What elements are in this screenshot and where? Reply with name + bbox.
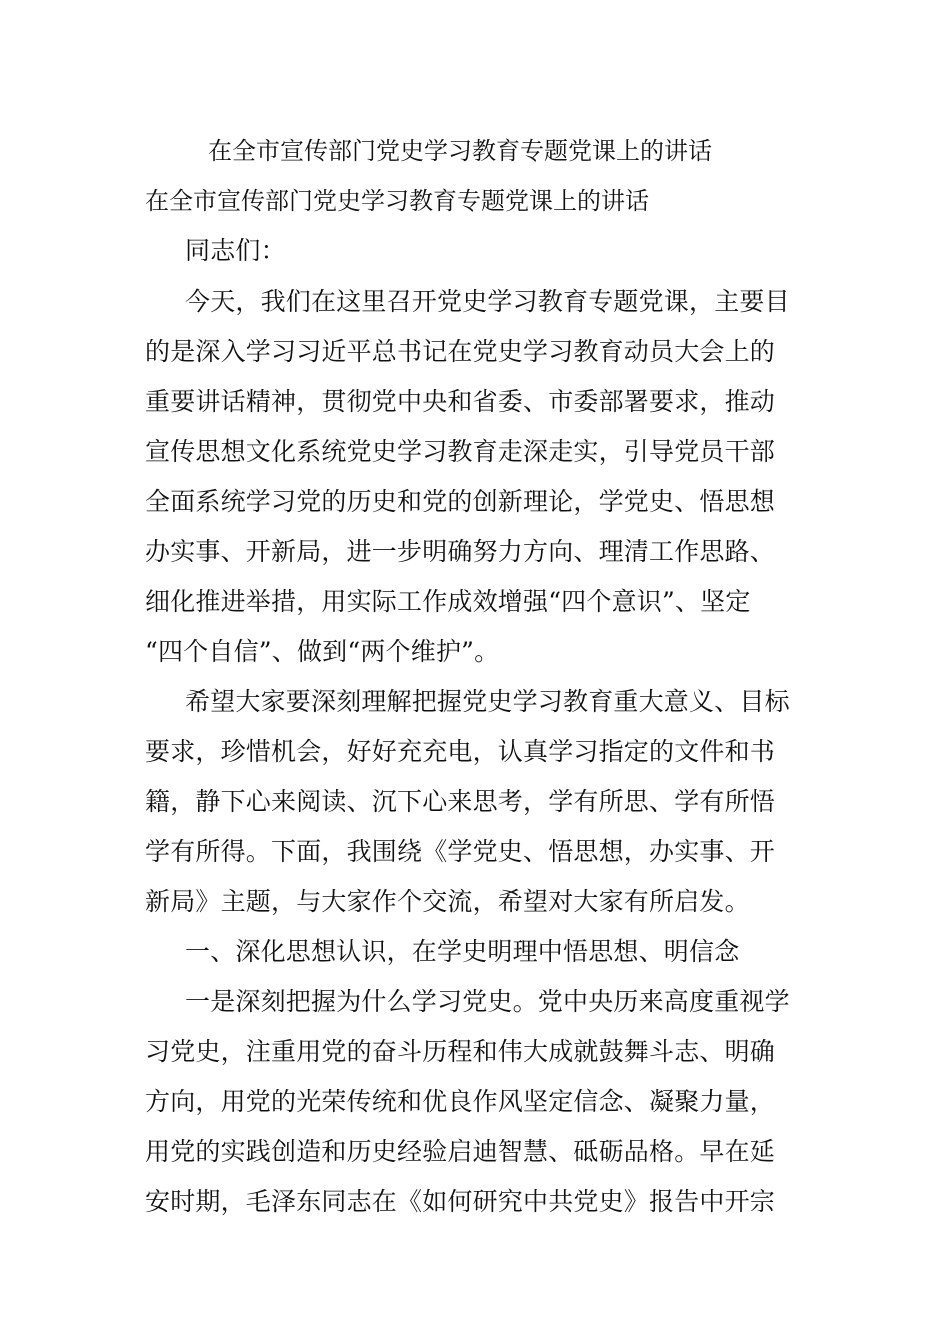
paragraph-1-line: 重要讲话精神，贯彻党中央和省委、市委部署要求，推动 [145, 387, 776, 416]
paragraph-2-line: 要求，珍惜机会，好好充充电，认真学习指定的文件和书 [145, 737, 776, 766]
paragraph-1-line: 全面系统学习党的历史和党的创新理论，学党史、悟思想 [145, 487, 776, 516]
paragraph-2-line: 籍，静下心来阅读、沉下心来思考，学有所思、学有所悟 [145, 787, 776, 816]
paragraph-3-line: 安时期，毛泽东同志在《如何研究中共党史》报告中开宗 [145, 1187, 776, 1216]
paragraph-1-line: 办实事、开新局，进一步明确努力方向、理清工作思路、 [145, 537, 776, 566]
paragraph-3-line: 一是深刻把握为什么学习党史。党中央历来高度重视学 [185, 987, 790, 1016]
paragraph-2-line: 新局》主题，与大家作个交流，希望对大家有所启发。 [145, 887, 750, 916]
paragraph-3-line: 用党的实践创造和历史经验启迪智慧、砥砺品格。早在延 [145, 1137, 776, 1166]
paragraph-2-line: 希望大家要深刻理解把握党史学习教育重大意义、目标 [185, 687, 790, 716]
paragraph-1-line: 的是深入学习习近平总书记在党史学习教育动员大会上的 [145, 337, 776, 366]
section-heading: 一、深化思想认识，在学史明理中悟思想、明信念 [185, 937, 740, 966]
paragraph-2-line: 学有所得。下面，我围绕《学党史、悟思想，办实事、开 [145, 837, 776, 866]
paragraph-3-line: 方向，用党的光荣传统和优良作风坚定信念、凝聚力量， [145, 1087, 776, 1116]
document-subtitle: 在全市宣传部门党史学习教育专题党课上的讲话 [145, 187, 649, 215]
greeting: 同志们： [185, 236, 286, 265]
paragraph-1-line: “四个自信”、做到“两个维护”。 [145, 637, 500, 666]
paragraph-1-line: 今天，我们在这里召开党史学习教育专题党课，主要目 [185, 287, 790, 316]
paragraph-3-line: 习党史，注重用党的奋斗历程和伟大成就鼓舞斗志、明确 [145, 1037, 776, 1066]
document-title: 在全市宣传部门党史学习教育专题党课上的讲话 [208, 137, 712, 165]
paragraph-1-line: 细化推进举措，用实际工作成效增强“四个意识”、坚定 [145, 587, 751, 616]
paragraph-1-line: 宣传思想文化系统党史学习教育走深走实，引导党员干部 [145, 437, 776, 466]
